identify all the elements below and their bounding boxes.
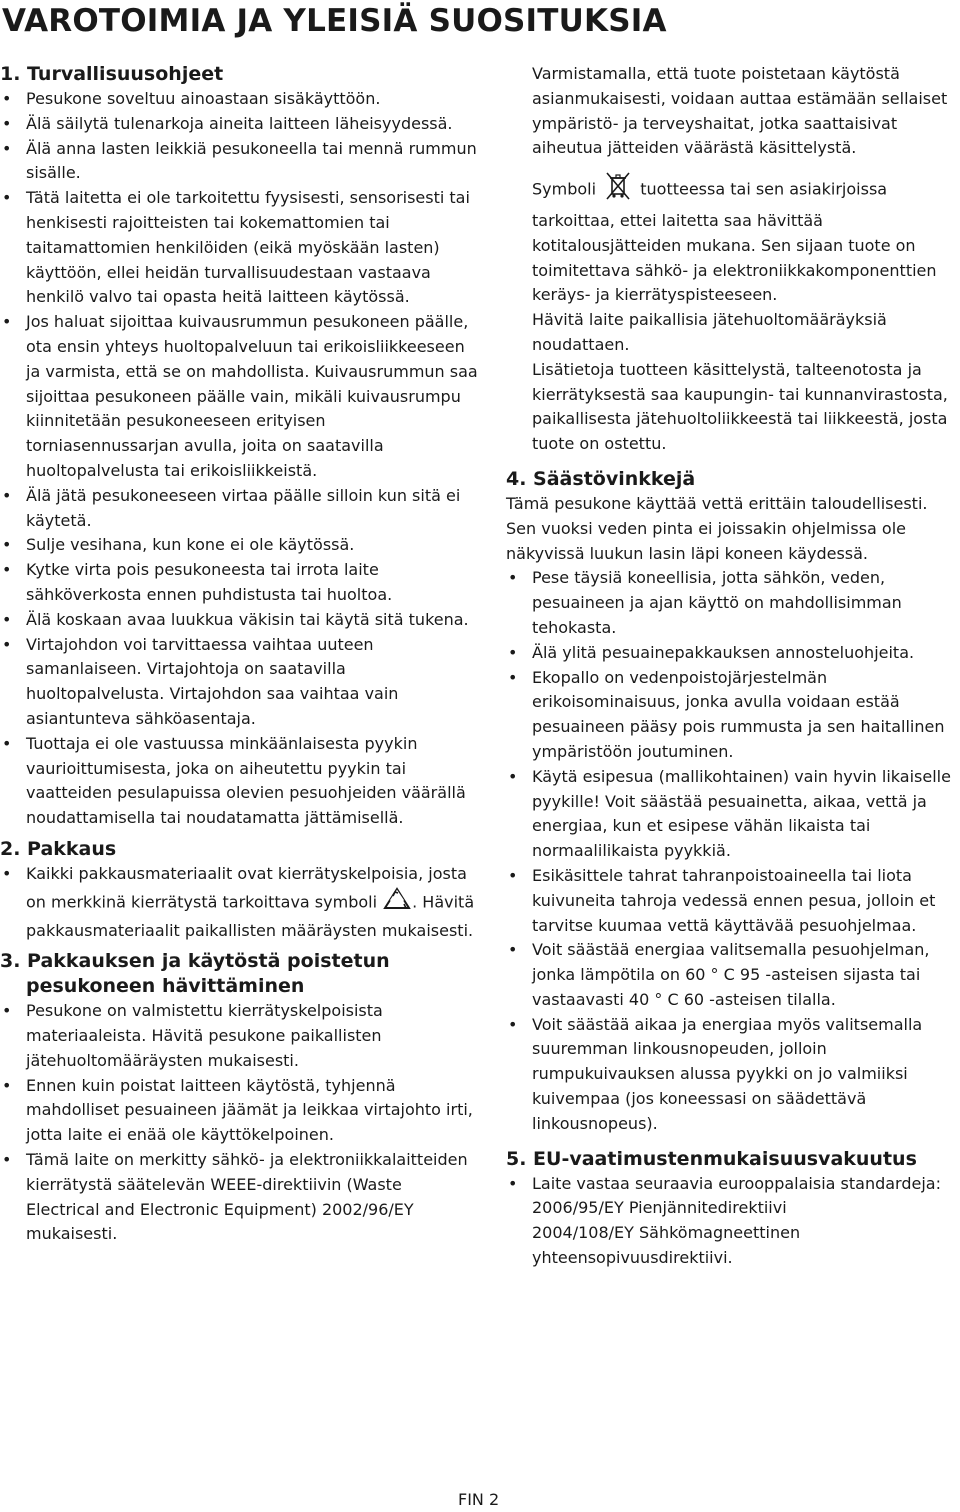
section1-heading: 1. Turvallisuusohjeet (0, 63, 224, 85)
list-item: • Ennen kuin poistat laitteen käytöstä, tyhjennä mahdolliset pesuaineen jäämät ja leikkaa virtajohto irti, jotta laite ei enää ole käyttökelpoinen. (0, 1074, 480, 1148)
list-item: • Virtajohdon voi tarvittaessa vaihtaa uuteen samanlaiseen. Virtajohtoja on saatavilla huoltopalvelusta. Virtajohdon saa vaihtaa vain asiantunteva sähköasentaja. (0, 633, 480, 732)
right-column (506, 62, 958, 1271)
disposal-continued-paragraph: Varmistamalla, että tuote poistetaan käytöstä asianmukaisesti, voidaan auttaa estämään sellaiset ympäristö- ja terveyshaitat, jotka saattaisivat aiheutua jätteiden väärästä käsittelystä. (532, 64, 948, 158)
section3-heading-line2: pesukoneen hävittäminen (26, 975, 305, 998)
info-paragraph: Lisätietoja tuotteen käsittelystä, talteenotosta ja kierrätyksestä saa kaupungin- tai kunnanvirastosta, paikallisesta jätehuoltoliikkeestä tai liikkeestä, josta tuote on ostettu. (532, 359, 948, 454)
list-item: • Käytä esipesua (mallikohtainen) vain hyvin likaiselle pyykille! Voit säästää pesuainetta, aikaa, vettä ja energiaa, kun et esipese vähän likaista tai normaalilikaista pyykkiä. (506, 765, 958, 864)
saving-tips-list (506, 566, 958, 1136)
list-item: • Tämä laite on merkitty sähkö- ja elektroniikkalaitteiden kierrätystä säätelevän WEEE-direktiivin (Waste Electrical and Electronic Equipment) 2002/96/EY mukaisesti. (0, 1148, 480, 1247)
list-item: • Älä anna lasten leikkiä pesukoneella tai mennä rummun sisälle. (0, 137, 480, 187)
packaging-list (0, 862, 480, 943)
local-disposal-paragraph: Hävitä laite paikallisia jätehuoltomääräyksiä noudattaen. (532, 310, 887, 354)
section4-heading: 4. Säästövinkkejä (506, 467, 696, 490)
list-item (0, 862, 480, 943)
packaging-text-a: Kaikki pakkausmateriaalit ovat kierrätyskelpoisia, josta on merkkinä kierrätystä tarkoittava symboli (26, 863, 467, 912)
conformity-intro: Laite vastaa seuraavia eurooppalaisia standardeja: (532, 1173, 941, 1193)
list-item: • Tuottaja ei ole vastuussa minkäänlaisesta pyykin vaurioittumisesta, joka on aiheutettu pyykin tai vaatteiden pesulapuissa olevien pesuohjeiden väärällä noudattamisella tai noudatamatta jättämisellä. (0, 732, 480, 831)
section5-heading: 5. EU-vaatimustenmukaisuusvakuutus (506, 1147, 917, 1170)
left-column (0, 62, 480, 1247)
list-item: • Esikäsittele tahrat tahranpoistoaineella tai liota kuivuneita tahroja vedessä ennen pesua, jolloin et tarvitse kuumaa vettä käyttävää pesuohjelmaa. (506, 864, 958, 938)
section4-intro: Tämä pesukone käyttää vettä erittäin taloudellisesti. Sen vuoksi veden pinta ei joissakin ohjelmissa ole näkyvissä luukun lasin läpi koneen käydessä. (506, 493, 928, 563)
list-item: • Voit säästää energiaa valitsemalla pesuohjelman, jonka lämpötila on 60 ° C 95 -asteisen sijasta tai vastaavasti 40 ° C 60 -asteisen tilalla. (506, 938, 958, 1012)
list-item: • Pesukone soveltuu ainoastaan sisäkäyttöön. (0, 87, 480, 112)
section2-heading: 2. Pakkaus (0, 837, 117, 860)
safety-list (0, 87, 480, 831)
list-item: • Älä jätä pesukoneeseen virtaa päälle silloin kun sitä ei käytetä. (0, 484, 480, 534)
crossed-bin-icon (601, 171, 635, 209)
list-item: • Voit säästää aikaa ja energiaa myös valitsemalla suuremman linkousnopeuden, jolloin rumpukuivauksen alussa pyykki on jo valmiiksi kuivempaa (jos koneessasi on säädettävä linkousnopeus). (506, 1013, 958, 1137)
packaging-text-b: . Hävitä pakkausmateriaalit paikallisten määräysten mukaisesti. (26, 892, 475, 940)
list-item (506, 1172, 958, 1271)
list-item: • Sulje vesihana, kun kone ei ole käytössä. (0, 533, 480, 558)
recycle-icon (382, 887, 412, 919)
list-item: • Älä ylitä pesuainepakkauksen annosteluohjeita. (506, 641, 958, 666)
disposal-list (0, 999, 480, 1247)
directive-line: 2006/95/EY Pienjännitedirektiivi (532, 1198, 787, 1218)
page-title: VAROTOIMIA JA YLEISIÄ SUOSITUKSIA (2, 3, 667, 39)
conformity-list (506, 1172, 958, 1271)
section3-heading-line1: 3. Pakkauksen ja käytöstä poistetun (0, 950, 390, 973)
list-item: • Älä koskaan avaa luukkua väkisin tai käytä sitä tukena. (0, 608, 480, 633)
page-number: FIN 2 (458, 1490, 500, 1509)
symbol-label: Symboli (532, 179, 597, 199)
list-item: • Jos haluat sijoittaa kuivausrummun pesukoneen päälle, ota ensin yhteys huoltopalveluun tai erikoisliikkeeseen ja varmista, että se on mahdollista. Kuivausrummun saa sijoittaa pesukoneen päälle vain, mikäli kuivausrumpu kiinnitetään pesukoneeseen erityisen torniasennussarjan avulla, joita on saatavilla huoltopalvelusta tai erikoisliikkeistä. (0, 310, 480, 484)
directive-line: 2004/108/EY Sähkömagneettinen yhteensopivuusdirektiivi. (532, 1223, 801, 1268)
weee-paragraph (506, 171, 958, 308)
list-item: • Pese täysiä koneellisia, jotta sähkön, veden, pesuaineen ja ajan käyttö on mahdollisimman tehokasta. (506, 566, 958, 640)
list-item: • Tätä laitetta ei ole tarkoitettu fyysisesti, sensorisesti tai henkisesti rajoitteisten tai kokemattomien tai taitamattomien henkilöiden (eikä myöskään lasten) käyttöön, ellei heidän turvallisuudestaan vastaava henkilö valvo tai opasta heitä laitteen käytössä. (0, 186, 480, 310)
section3-heading (0, 949, 480, 999)
symbol-text: tuotteessa tai sen asiakirjoissa tarkoittaa, ettei laitetta saa hävittää kotitalousjätteiden mukana. Sen sijaan tuote on toimitettava sähkö- ja elektroniikkakomponenttien keräys- ja kierrätyspisteeseen. (532, 179, 937, 305)
list-item: • Pesukone on valmistettu kierrätyskelpoisista materiaaleista. Hävitä pesukone paikallisten jätehuoltomääräysten mukaisesti. (0, 999, 480, 1073)
list-item: • Ekopallo on vedenpoistojärjestelmän erikoisominaisuus, jonka avulla voidaan estää pesuaineen pääsy pois rummusta ja sen haitallinen ympäristöön joutuminen. (506, 666, 958, 765)
list-item: • Älä säilytä tulenarkoja aineita laitteen läheisyydessä. (0, 112, 480, 137)
list-item: • Kytke virta pois pesukoneesta tai irrota laite sähköverkosta ennen puhdistusta tai huoltoa. (0, 558, 480, 608)
